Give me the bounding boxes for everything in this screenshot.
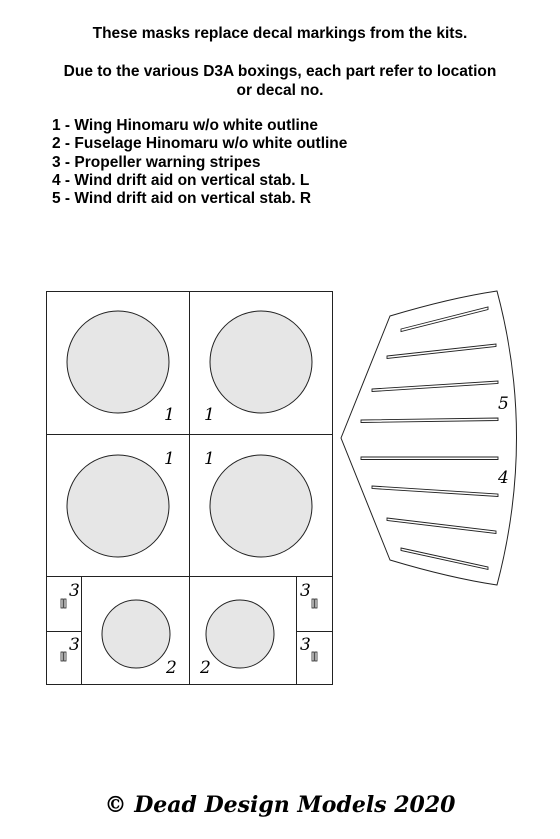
label-wing-1: 1 (204, 405, 215, 425)
header-line-2b: or decal no. (236, 82, 324, 99)
label-fuselage-2: 2 (200, 658, 211, 678)
prop-stripe-mask (64, 652, 66, 661)
prop-stripe-mask (64, 599, 66, 608)
prop-stripe-mask (315, 599, 317, 608)
label-drift-5: 5 (498, 394, 509, 414)
wing-hinomaru-mask (67, 311, 169, 413)
label-wing-1: 1 (164, 405, 175, 425)
label-wing-1: 1 (204, 449, 215, 469)
header-line-2a: Due to the various D3A boxings, each part refer to location (63, 63, 497, 80)
label-prop-3: 3 (69, 581, 80, 601)
wing-hinomaru-mask (210, 455, 312, 557)
label-fuselage-2: 2 (166, 658, 177, 678)
label-prop-3: 3 (69, 635, 80, 655)
fuselage-hinomaru-mask (102, 600, 170, 668)
legend-item-1: 1 - Wing Hinomaru w/o white outline (52, 117, 318, 134)
fuselage-hinomaru-mask (206, 600, 274, 668)
legend-item-2: 2 - Fuselage Hinomaru w/o white outline (52, 135, 348, 153)
prop-stripe-mask (61, 599, 63, 608)
wing-hinomaru-mask (210, 311, 312, 413)
copyright-footer: © Dead Design Models 2020 (104, 792, 456, 818)
legend-item-5: 5 - Wind drift aid on vertical stab. R (52, 190, 312, 208)
header-line-1: These masks replace decal markings from the kits. (92, 25, 468, 42)
prop-stripe-mask (312, 652, 314, 661)
label-drift-4: 4 (498, 468, 509, 488)
label-wing-1: 1 (164, 449, 175, 469)
wing-hinomaru-mask (67, 455, 169, 557)
legend-item-4: 4 - Wind drift aid on vertical stab. L (52, 171, 310, 189)
legend-item-3: 3 - Propeller warning stripes (52, 153, 261, 171)
label-prop-3: 3 (300, 581, 311, 601)
prop-stripe-mask (61, 652, 63, 661)
prop-stripe-mask (312, 599, 314, 608)
label-prop-3: 3 (300, 635, 311, 655)
wind-drift-aid-sheet (341, 291, 517, 585)
prop-stripe-mask (315, 652, 317, 661)
